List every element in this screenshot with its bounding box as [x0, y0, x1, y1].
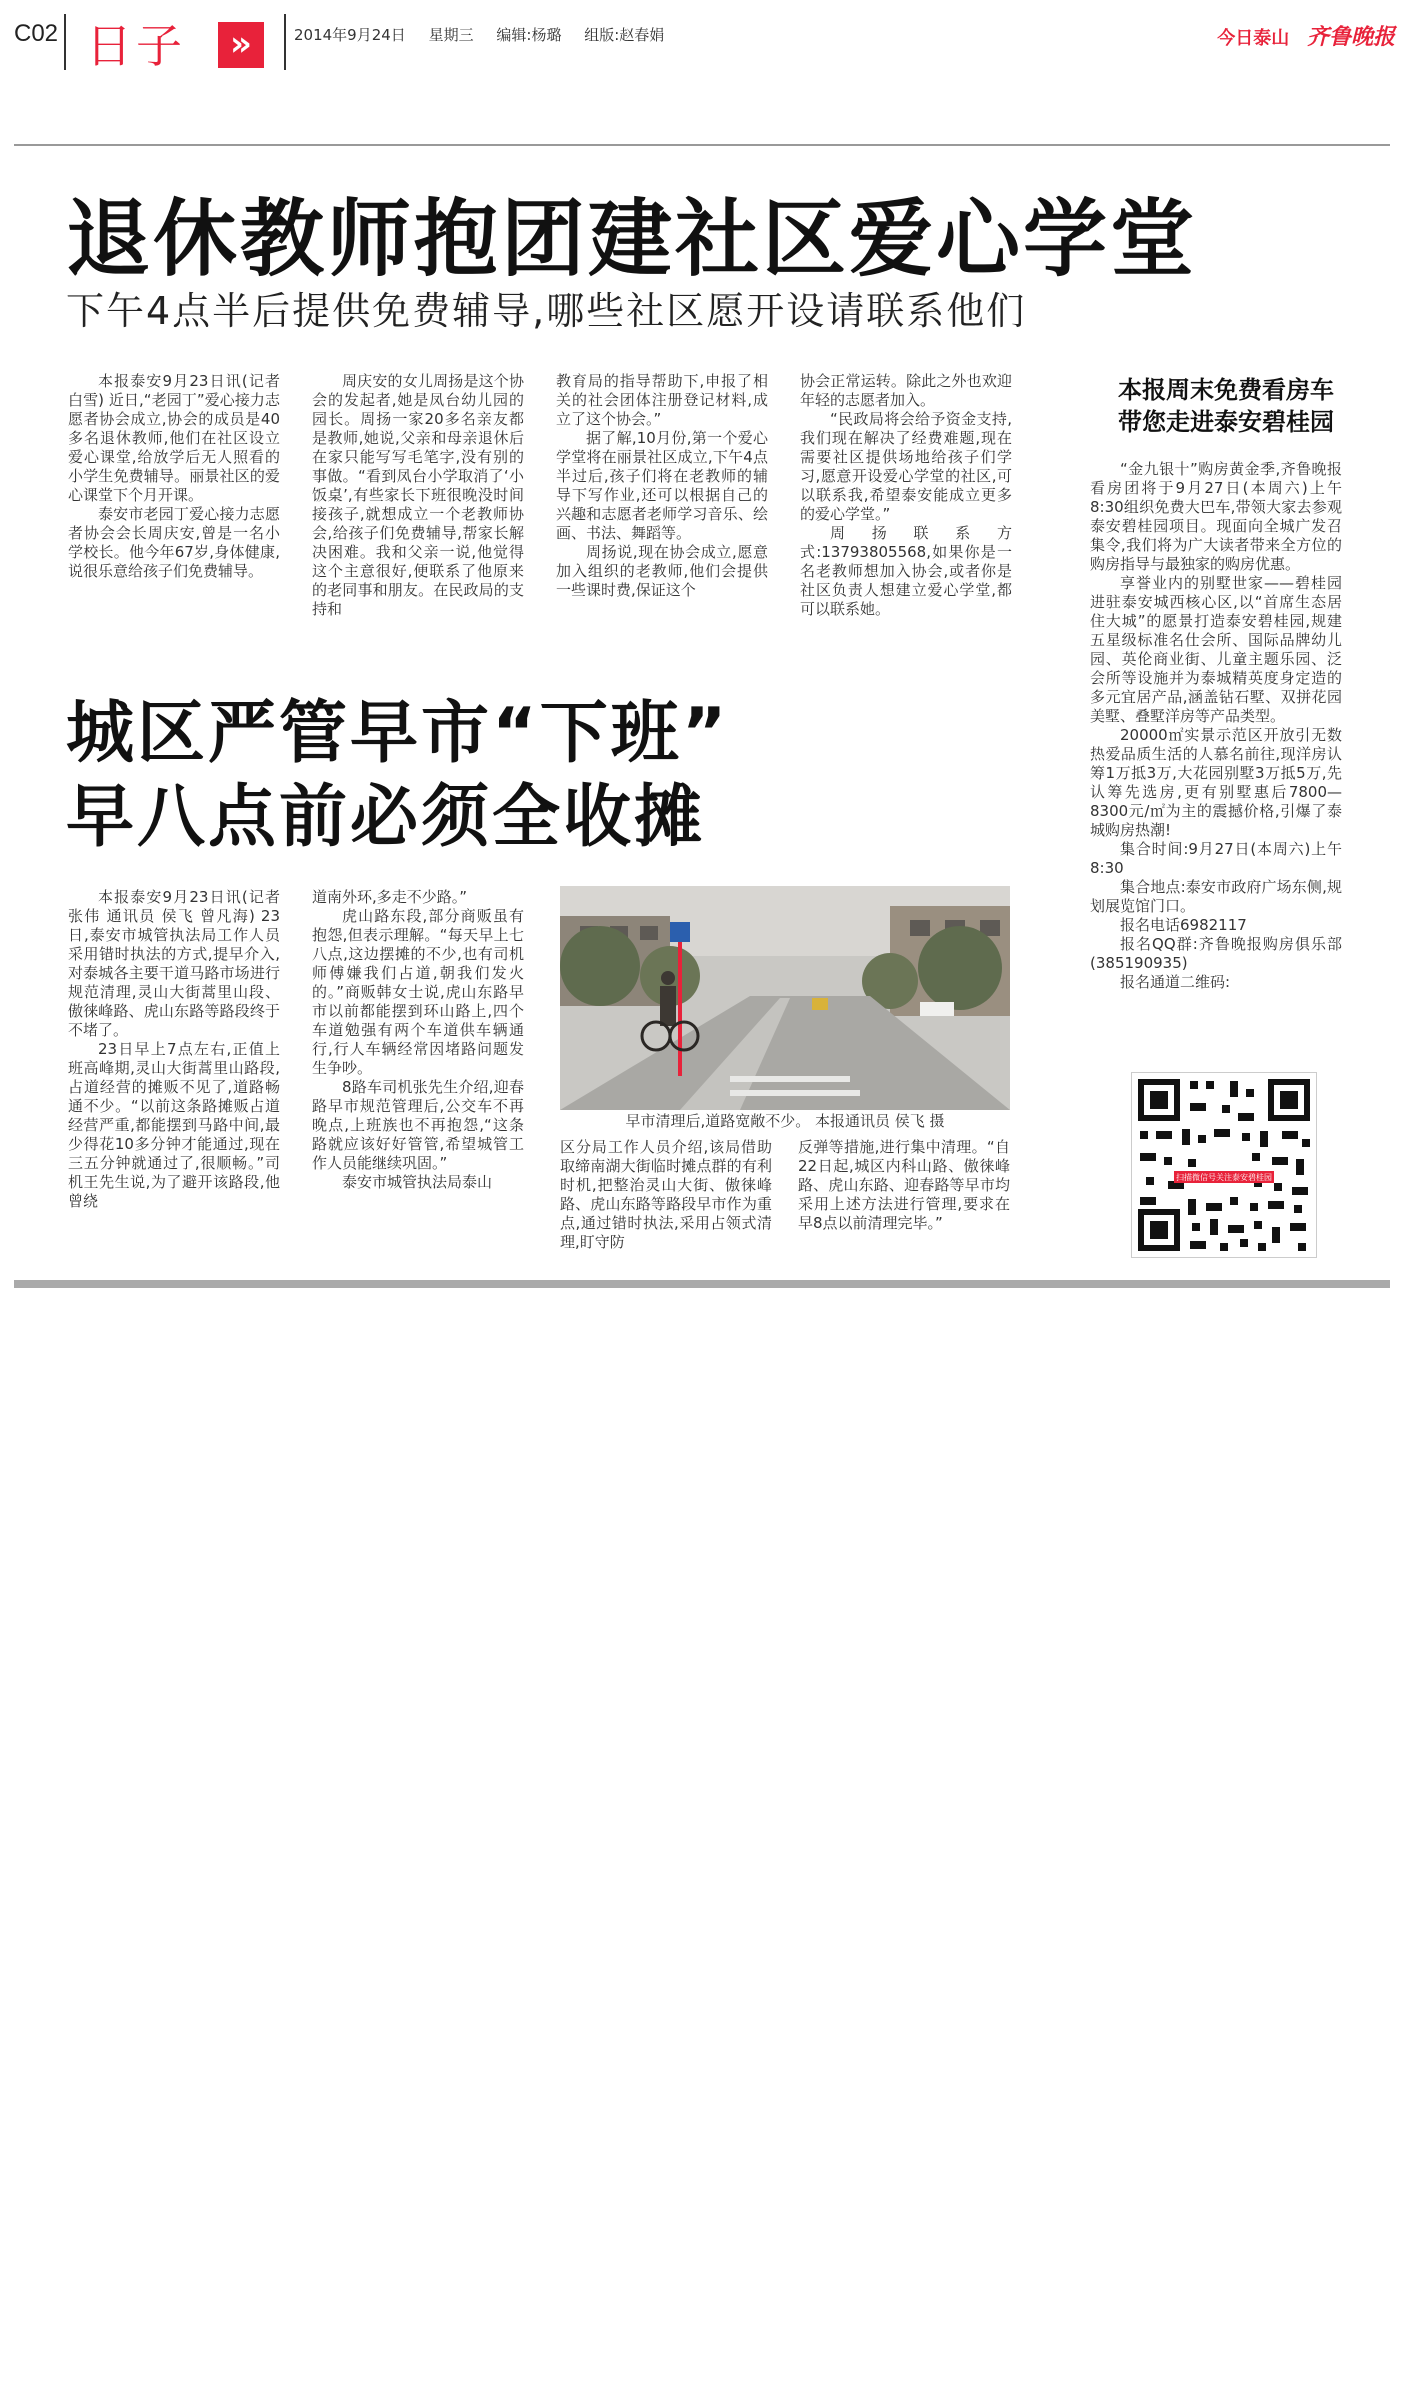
sidebar-title [1078, 374, 1374, 438]
issue-weekday: 星期三 [428, 26, 474, 44]
sidebar-paragraph: “金九银十”购房黄金季,齐鲁晚报看房团将于9月27日(本周六)上午8:30组织免费大巴车,带领大家去参观泰安碧桂园项目。现面向全城广发召集令,我们将为广大读者带来全方位的购房指导与最独家的购房优惠。 [1090, 460, 1342, 573]
paper-logo: 齐鲁晚报 [1306, 24, 1395, 50]
article-paragraph: 泰安市老园丁爱心接力志愿者协会会长周庆安,曾是一名小学校长。他今年67岁,身体健康,说很乐意给孩子们免费辅导。 [68, 505, 280, 580]
article-paragraph: 道南外环,多走不少路。” [312, 888, 468, 906]
article2-column-1 [68, 888, 280, 1268]
article1-column-3 [556, 372, 768, 672]
article-paragraph: 周扬说,现在协会成立,愿意加入组织的老教师,他们会提供一些课时费,保证这个 [556, 543, 768, 599]
page-number: C02 [14, 20, 59, 47]
article2-column-4 [798, 1138, 1010, 1270]
article-paragraph: “民政局将会给予资金支持,我们现在解决了经费难题,现在需要社区提供场地给孩子们学习,愿意开设爱心学堂的社区,可以联系我,希望泰安能成立更多的爱心学堂。” [800, 410, 1012, 523]
article-paragraph: 协会正常运转。除此之外也欢迎年轻的志愿者加入。 [800, 372, 1012, 409]
issue-meta [294, 24, 682, 45]
sidebar-title-line2: 带您走进泰安碧桂园 [1118, 408, 1334, 436]
article-paragraph: 本报泰安9月23日讯(记者 张伟 通讯员 侯飞 曾凡海) 23日,泰安市城管执法局工作人员采用错时执法的方式,提早介入,对泰城各主要干道马路市场进行规范清理,灵山大街蒿里山段、傲徕峰路、虎山东路等路段终于不堵了。 [68, 888, 280, 1039]
qr-code-icon [1132, 1073, 1316, 1257]
sidebar-body [1090, 460, 1342, 1068]
sidebar-paragraph: 享誉业内的别墅世家——碧桂园进驻泰安城西核心区,以“首席生态居住大城”的愿景打造泰安碧桂园,规建五星级标准名仕会所、国际品牌幼儿园、英伦商业街、儿童主题乐园、泛会所等设施并为泰城精英度身定造的多元宜居产品,涵盖钻石墅、双拼花园美墅、叠墅洋房等产品类型。 [1090, 574, 1342, 725]
article2-headline [66, 692, 729, 860]
article1-column-1 [68, 372, 280, 672]
article-paragraph: 反弹等措施,进行集中清理。“自22日起,城区内科山路、傲徕峰路、虎山东路、迎春路等早市均采用上述方法进行管理,要求在早8点以前清理完毕。” [798, 1138, 1010, 1232]
article-paragraph: 本报泰安9月23日讯(记者 白雪) 近日,“老园丁”爱心接力志愿者协会成立,协会的成员是40多名退休教师,他们在社区设立爱心课堂,给放学后无人照看的小学生免费辅导。丽景社区的爱心课堂下个月开课。 [68, 372, 280, 504]
issue-editor: 编辑:杨璐 [496, 26, 562, 44]
article1-column-2 [312, 372, 524, 672]
issue-date: 2014年9月24日 [294, 26, 406, 44]
sidebar-paragraph: 集合地点:泰安市政府广场东侧,规划展览馆门口。 [1090, 878, 1342, 915]
sidebar-paragraph: 报名电话6982117 [1120, 916, 1247, 934]
topic-label: 今日泰山 [1217, 28, 1290, 49]
article1-column-4 [800, 372, 1012, 672]
article-paragraph: 周扬联系方式:13793805568,如果你是一名老教师想加入协会,或者你是社区负责人想建立爱心学堂,都可以联系她。 [800, 524, 1012, 618]
sidebar-paragraph: 报名通道二维码: [1120, 973, 1231, 991]
sidebar-paragraph: 报名QQ群:齐鲁晚报购房俱乐部(385190935) [1090, 935, 1342, 972]
article2-headline-line1: 城区严管早市“下班” [66, 694, 730, 773]
header-divider [64, 14, 66, 70]
sidebar-paragraph: 集合时间:9月27日(本周六)上午8:30 [1090, 840, 1342, 877]
article-paragraph: 23日早上7点左右,正值上班高峰期,灵山大街蒿里山路段,占道经营的摊贩不见了,道路畅通不少。“以前这条路摊贩占道经营严重,都能摆到马路中间,最少得花10多分钟才能通过,现在三五分钟就通过了,很顺畅。”司机王先生说,为了避开该路段,他曾绕 [68, 1040, 280, 1210]
street-photo-illustration [560, 886, 1010, 1110]
qr-code[interactable] [1131, 1072, 1317, 1258]
article1-headline: 退休教师抱团建社区爱心学堂 [66, 190, 1198, 288]
article2-headline-line2: 早八点前必须全收摊 [66, 778, 706, 857]
article-paragraph: 8路车司机张先生介绍,迎春路早市规范管理后,公交车不再晚点,上班族也不再抱怨,“这条路就应该好好管管,希望城管工作人员能继续巩固。” [312, 1078, 524, 1172]
photo-caption: 早市清理后,道路宽敞不少。 本报通讯员 侯飞 摄 [625, 1112, 945, 1130]
street-photo [560, 886, 1010, 1110]
article-paragraph: 区分局工作人员介绍,该局借助取缔南湖大街临时摊点群的有利时机,把整治灵山大街、傲徕峰路、虎山东路等路段早市作为重点,通过错时执法,采用占领式清理,盯守防 [560, 1138, 772, 1251]
article-paragraph: 据了解,10月份,第一个爱心学堂将在丽景社区成立,下午4点半过后,孩子们将在老教师的辅导下写作业,还可以根据自己的兴趣和志愿者老师学习音乐、绘画、书法、舞蹈等。 [556, 429, 768, 542]
page-header [0, 0, 1409, 80]
header-divider [284, 14, 286, 70]
sidebar-title-line1: 本报周末免费看房车 [1118, 376, 1334, 404]
masthead-right [1217, 20, 1395, 51]
article2-column-2 [312, 888, 524, 1268]
article-paragraph: 泰安市城管执法局泰山 [342, 1173, 493, 1191]
qr-banner-text: 扫描微信号关注泰安碧桂园 [1176, 1173, 1272, 1182]
content-bottom-rule [14, 1280, 1390, 1288]
article-paragraph: 虎山路东段,部分商贩虽有抱怨,但表示理解。“每天早上七八点,这边摆摊的不少,也有司机师傅嫌我们占道,朝我们发火的。”商贩韩女士说,虎山东路早市以前都能摆到环山路上,四个车道勉强有两个车道供车辆通行,行人车辆经常因堵路问题发生争吵。 [312, 907, 524, 1077]
article-paragraph: 周庆安的女儿周扬是这个协会的发起者,她是凤台幼儿园的园长。周扬一家20多名亲友都是教师,她说,父亲和母亲退休后在家只能写写毛笔字,没有别的事做。“看到凤台小学取消了‘小饭桌’,有些家长下班很晚没时间接孩子,就想成立一个老教师协会,给孩子们免费辅导,帮家长解决困难。我和父亲一说,他觉得这个主意很好,便联系了他原来的老同事和朋友。在民政局的支持和 [312, 372, 524, 618]
sidebar-paragraph: 20000㎡实景示范区开放引无数热爱品质生活的人慕名前往,现洋房认筹1万抵3万,大花园别墅3万抵5万,先认筹先选房,更有别墅惠后7800—8300元/㎡为主的震撼价格,引爆了泰城购房热潮! [1090, 726, 1342, 839]
article1-subhead: 下午4点半后提供免费辅导,哪些社区愿开设请联系他们 [66, 289, 1027, 333]
section-arrow-icon: » [218, 22, 264, 68]
issue-layout: 组版:赵春娟 [584, 26, 665, 44]
article2-column-3 [560, 1138, 772, 1270]
section-title: 日子 [86, 19, 186, 73]
article-paragraph: 教育局的指导帮助下,申报了相关的社会团体注册登记材料,成立了这个协会。” [556, 372, 768, 428]
header-rule [14, 144, 1390, 146]
